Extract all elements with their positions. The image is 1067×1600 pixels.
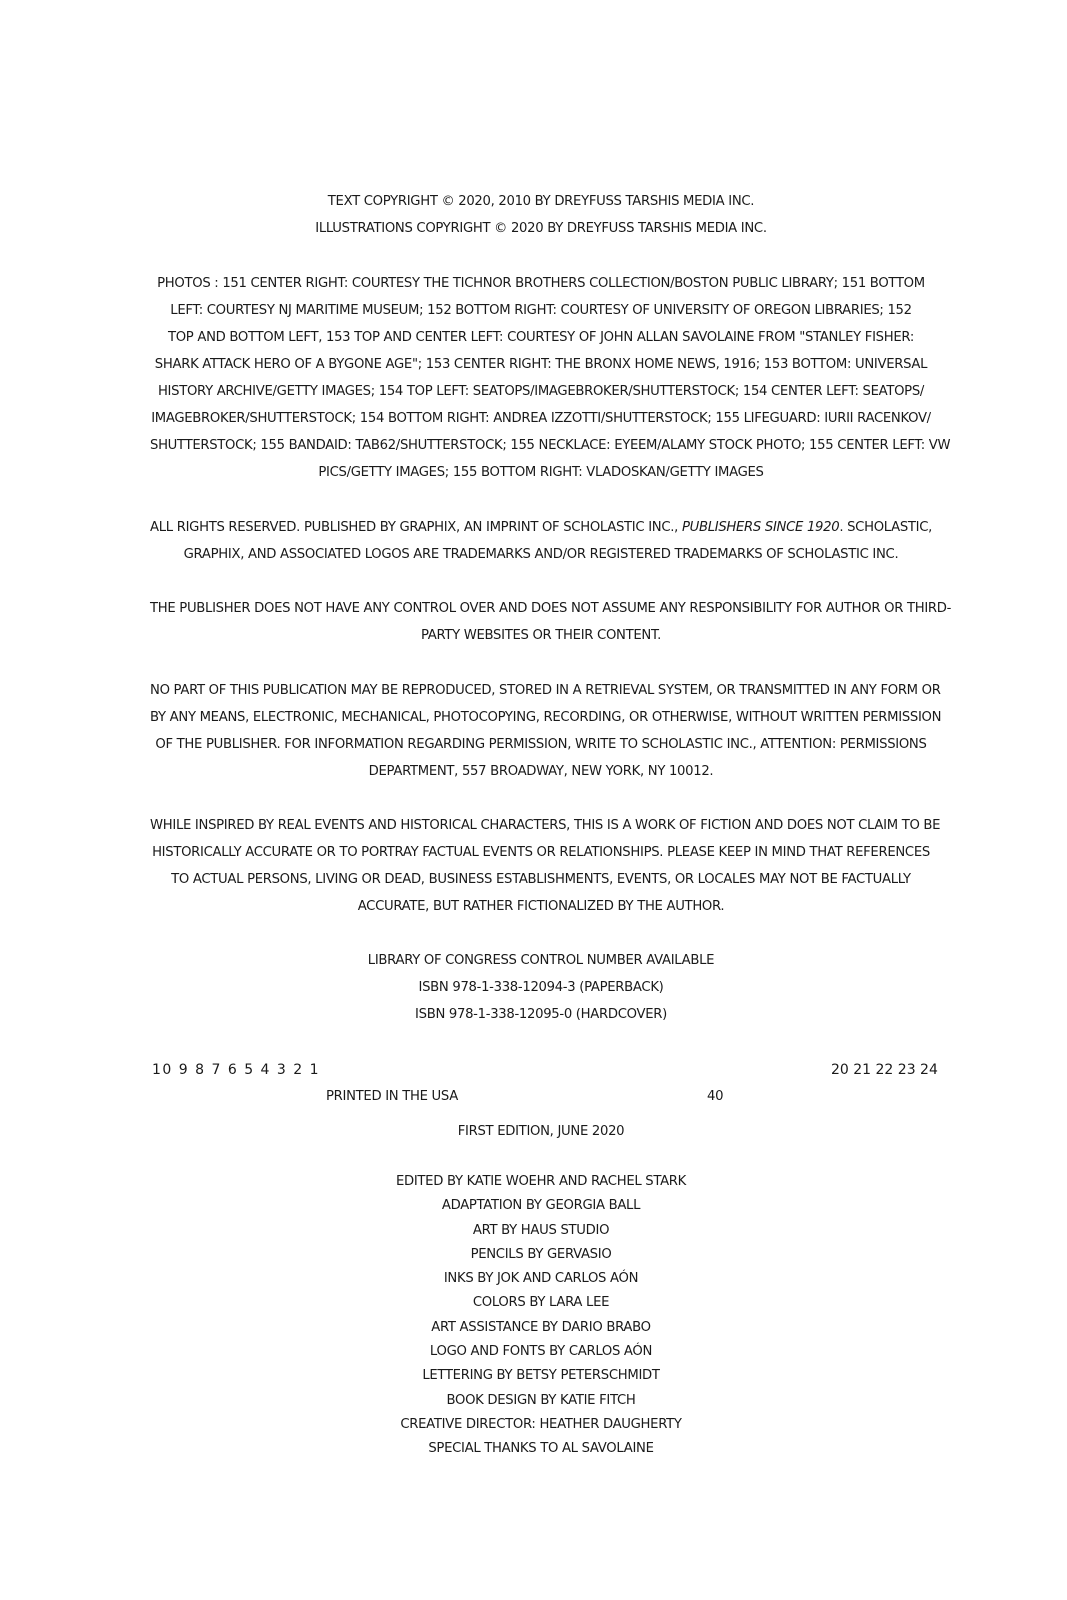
fiction-notice-line: TO ACTUAL PERSONS, LIVING OR DEAD, BUSINESS ESTABLISHMENTS, EVENTS, OR LOCALES MAY NOT BE FACTUALLY bbox=[171, 872, 911, 887]
credit-line: ART ASSISTANCE BY DARIO BRABO bbox=[431, 1319, 651, 1335]
rights-line-1-pre: ALL RIGHTS RESERVED. PUBLISHED BY GRAPHIX, AN IMPRINT OF SCHOLASTIC INC., bbox=[150, 520, 682, 535]
fiction-notice-line: ACCURATE, BUT RATHER FICTIONALIZED BY THE AUTHOR. bbox=[357, 899, 725, 914]
photo-credit-line: HISTORY ARCHIVE/GETTY IMAGES; 154 TOP LEFT: SEATOPS/IMAGEBROKER/SHUTTERSTOCK; 154 CENTER LEFT: SEATOPS/ bbox=[157, 384, 925, 399]
fiction-notice-line: WHILE INSPIRED BY REAL EVENTS AND HISTORICAL CHARACTERS, THIS IS A WORK OF FICTION AND DOES NOT CLAIM TO BE bbox=[150, 818, 941, 833]
publisher-notice-line: THE PUBLISHER DOES NOT HAVE ANY CONTROL OVER AND DOES NOT ASSUME ANY RESPONSIBILITY FOR AUTHOR OR THIRD- bbox=[150, 601, 952, 616]
credit-line: LOGO AND FONTS BY CARLOS AÓN bbox=[429, 1344, 653, 1360]
publisher-notice-line: PARTY WEBSITES OR THEIR CONTENT. bbox=[420, 628, 662, 643]
photo-credit-line: PICS/GETTY IMAGES; 155 BOTTOM RIGHT: VLADOSKAN/GETTY IMAGES bbox=[318, 465, 764, 480]
library-of-congress-line: LIBRARY OF CONGRESS CONTROL NUMBER AVAILABLE bbox=[367, 953, 715, 968]
credit-line: INKS BY JOK AND CARLOS AÓN bbox=[443, 1271, 639, 1287]
printed-in-label: PRINTED IN THE USA bbox=[326, 1089, 458, 1104]
credit-line: BOOK DESIGN BY KATIE FITCH bbox=[446, 1392, 636, 1408]
rights-line-1 bbox=[150, 514, 932, 541]
rights-line-1-post: . SCHOLASTIC, bbox=[839, 520, 933, 535]
photo-credit-line: TOP AND BOTTOM LEFT, 153 TOP AND CENTER LEFT: COURTESY OF JOHN ALLAN SAVOLAINE FROM "STANLEY FISHER: bbox=[167, 330, 915, 345]
photo-credit-line: IMAGEBROKER/SHUTTERSTOCK; 154 BOTTOM RIGHT: ANDREA IZZOTTI/SHUTTERSTOCK; 155 LIFEGUARD: IURII RACENKOV/ bbox=[151, 411, 931, 426]
isbn-paperback-line: ISBN 978-1-338-12094-3 (PAPERBACK) bbox=[418, 980, 664, 995]
print-numbers: 10 9 8 7 6 5 4 3 2 1 bbox=[152, 1062, 321, 1078]
reproduction-notice-block bbox=[150, 677, 942, 785]
illustrations-copyright-line: ILLUSTRATIONS COPYRIGHT © 2020 BY DREYFUSS TARSHIS MEDIA INC. bbox=[315, 221, 767, 236]
reproduction-notice-line: DEPARTMENT, 557 BROADWAY, NEW YORK, NY 10012. bbox=[368, 764, 714, 779]
year-numbers: 20 21 22 23 24 bbox=[831, 1062, 938, 1078]
edition-line: FIRST EDITION, JUNE 2020 bbox=[457, 1124, 625, 1139]
reproduction-notice-line: BY ANY MEANS, ELECTRONIC, MECHANICAL, PHOTOCOPYING, RECORDING, OR OTHERWISE, WITHOUT WRITTEN PERMISSION bbox=[150, 710, 942, 725]
rights-block bbox=[150, 514, 932, 568]
photo-credit-line: PHOTOS : 151 CENTER RIGHT: COURTESY THE TICHNOR BROTHERS COLLECTION/BOSTON PUBLIC LIBRARY; 151 BOTTOM bbox=[157, 276, 925, 291]
edition-block bbox=[150, 1118, 932, 1145]
credit-line: PENCILS BY GERVASIO bbox=[470, 1246, 612, 1262]
credit-line: COLORS BY LARA LEE bbox=[472, 1295, 610, 1311]
reproduction-notice-line: NO PART OF THIS PUBLICATION MAY BE REPRODUCED, STORED IN A RETRIEVAL SYSTEM, OR TRANSMITTED IN ANY FORM OR bbox=[150, 683, 941, 698]
photo-credit-line: SHARK ATTACK HERO OF A BYGONE AGE"; 153 CENTER RIGHT: THE BRONX HOME NEWS, 1916; 153 BOTTOM: UNIVERSAL bbox=[154, 357, 928, 372]
credit-line: SPECIAL THANKS TO AL SAVOLAINE bbox=[428, 1441, 654, 1457]
credit-line: ADAPTATION BY GEORGIA BALL bbox=[441, 1198, 641, 1214]
reproduction-notice-line: OF THE PUBLISHER. FOR INFORMATION REGARDING PERMISSION, WRITE TO SCHOLASTIC INC., ATTENTION: PERMISSIONS bbox=[155, 737, 927, 752]
credit-line: ART BY HAUS STUDIO bbox=[472, 1222, 610, 1238]
publishers-since-italic: PUBLISHERS SINCE 1920 bbox=[681, 520, 840, 535]
copyright-block bbox=[150, 188, 932, 242]
library-isbn-block bbox=[150, 947, 932, 1028]
rights-line-2: GRAPHIX, AND ASSOCIATED LOGOS ARE TRADEMARKS AND/OR REGISTERED TRADEMARKS OF SCHOLASTIC INC. bbox=[183, 547, 899, 562]
isbn-hardcover-line: ISBN 978-1-338-12095-0 (HARDCOVER) bbox=[415, 1007, 667, 1022]
credit-line: LETTERING BY BETSY PETERSCHMIDT bbox=[422, 1368, 660, 1384]
photo-credit-line: LEFT: COURTESY NJ MARITIME MUSEUM; 152 BOTTOM RIGHT: COURTESY OF UNIVERSITY OF OREGON LIBRARIES; 152 bbox=[170, 303, 912, 318]
photo-credit-line: SHUTTERSTOCK; 155 BANDAID: TAB62/SHUTTERSTOCK; 155 NECKLACE: EYEEM/ALAMY STOCK PHOTO; 155 CENTER LEFT: VW bbox=[150, 438, 951, 453]
plant-code: 40 bbox=[707, 1089, 724, 1104]
fiction-notice-block bbox=[150, 812, 941, 920]
text-copyright-line: TEXT COPYRIGHT © 2020, 2010 BY DREYFUSS TARSHIS MEDIA INC. bbox=[327, 194, 755, 209]
fiction-notice-line: HISTORICALLY ACCURATE OR TO PORTRAY FACTUAL EVENTS OR RELATIONSHIPS. PLEASE KEEP IN MIND THAT REFERENCES bbox=[152, 845, 930, 860]
publisher-notice-block bbox=[150, 595, 952, 649]
photo-credits-block bbox=[150, 270, 951, 486]
credit-line: EDITED BY KATIE WOEHR AND RACHEL STARK bbox=[395, 1174, 687, 1189]
credit-line: CREATIVE DIRECTOR: HEATHER DAUGHERTY bbox=[400, 1416, 682, 1432]
credits-block bbox=[150, 1170, 932, 1462]
